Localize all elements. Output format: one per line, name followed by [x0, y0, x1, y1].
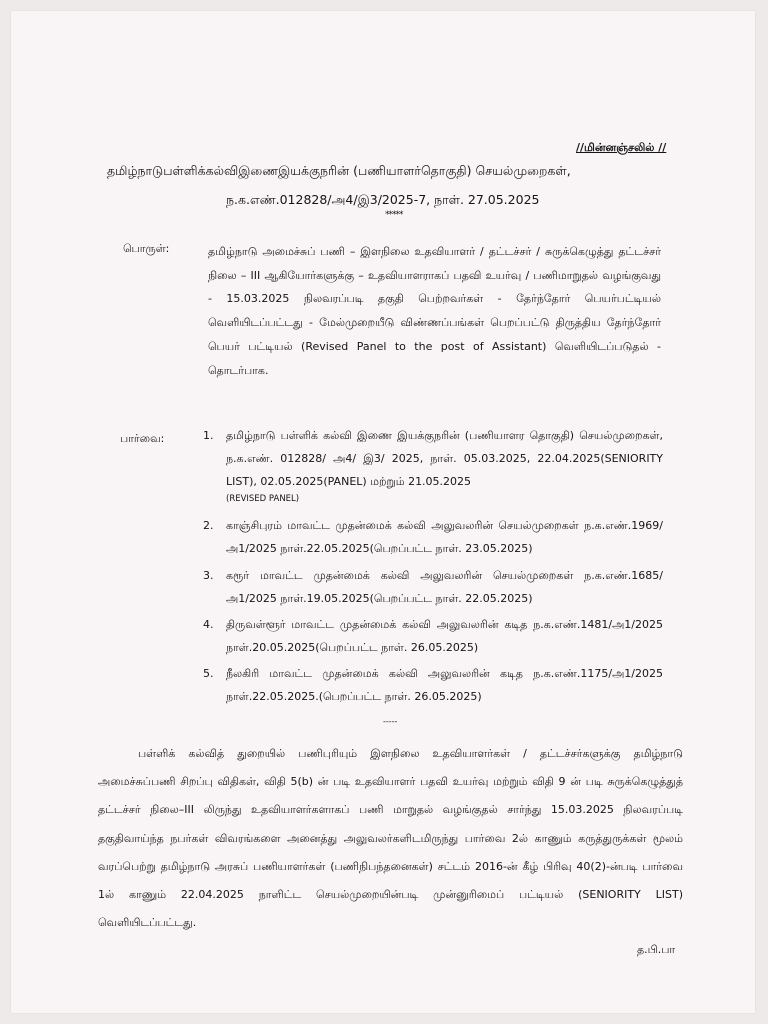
reference-note: (REVISED PANEL) — [226, 494, 300, 504]
issuing-authority-line: தமிழ்நாடுபள்ளிக்கல்விஇணைஇயக்குநரின் (பணியாளர்தொகுதி) செயல்முறைகள், — [107, 163, 571, 178]
reference-item-2 — [203, 514, 663, 560]
body-text: பள்ளிக் கல்வித் துறையில் பணிபுரியும் இளநிலை உதவியாளர்கள் / தட்டச்சர்களுக்கு தமிழ்நாடு அமைச்சுப்பணி சிறப்பு விதிகள், விதி 5(b) ன் படி உதவியாளர் பதவி உயர்வு மற்றும் விதி 9 ன் படி சுருக்கெழுத்துத் தட்டச்சர் நிலை–III லிருந்து உதவியாளர்களாகப் பணி மாறுதல் வழங்குதல் சார்ந்து 15.03.2025 நிலவரப்படி தகுதிவாய்ந்த நபர்கள் விவரங்களை அனைத்து அலுவலர்களிடமிருந்து பார்வை 2ல் காணும் கருத்துருக்கள் மூலம் வரப்பெற்று தமிழ்நாடு அரசுப் பணியாளர்கள் (பணிநிபந்தனைகள்) சட்டம் 2016-ன் கீழ் பிரிவு 40(2)-ன்படி பார்வை 1ல் காணும் 22.04.2025 நாளிட்ட செயல்முறையின்படி முன்னுரிமைப் பட்டியல் (SENIORITY LIST) வெளியிடப்பட்டது. — [98, 747, 683, 930]
subject-text: தமிழ்நாடு அமைச்சுப் பணி – இளநிலை உதவியாளர் / தட்டச்சர் / சுருக்கெழுத்து தட்டச்சர் நிலை – III ஆகியோர்களுக்கு – உதவியாளராகப் பதவி உயர்வு / பணிமாறுதல் வழங்குவது - 15.03.2025 நிலவரப்படி தகுதி பெற்றவர்கள் - தேர்ந்தோர் பெயர்பட்டியல் வெளியிடப்பட்டது - மேல்முறையீடு விண்ணப்பங்கள் பெறப்பட்டு திருத்திய தேர்ந்தோர் பெயர் பட்டியல் (Revised Panel to the post of Assistant) வெளியிடப்படுதல் - தொடர்பாக. — [208, 245, 661, 377]
reference-number: 4. — [203, 618, 214, 631]
reference-number: 2. — [203, 519, 214, 532]
reference-item-5 — [203, 662, 663, 708]
header-separator: ***** — [385, 210, 403, 220]
reference-number-date: ந.க.எண்.012828/அ4/இ3/2025-7, நாள். 27.05.2025 — [226, 192, 540, 207]
reference-number: 3. — [203, 569, 214, 582]
reference-number: 1. — [203, 429, 214, 442]
reference-number: 5. — [203, 667, 214, 680]
reference-item-3 — [203, 564, 663, 610]
reference-item-4 — [203, 613, 663, 659]
document-page — [11, 11, 755, 1013]
reference-text: நீலகிரி மாவட்ட முதன்மைக் கல்வி அலுவலரின் கடித ந.க.எண்.1175/அ1/2025 நாள்.22.05.2025.(பெறப்பட்ட நாள். 26.05.2025) — [226, 667, 663, 703]
delivery-mode-note: //மின்னஞ்சலில் // — [576, 141, 667, 154]
reference-text: தமிழ்நாடு பள்ளிக் கல்வி இணை இயக்குநரின் (பணியாளர தொகுதி) செயல்முறைகள், ந.க.எண். 012828/ அ4/ இ3/ 2025, நாள். 05.03.2025, 22.04.2025(SENIORITY LIST), 02.05.2025(PANEL) மற்றும் 21.05.2025 — [226, 429, 663, 488]
body-paragraph — [98, 740, 683, 937]
section-divider: ----- — [383, 717, 398, 726]
reference-item-1 — [203, 424, 663, 505]
reference-text: திருவள்ளூர் மாவட்ட முதன்மைக் கல்வி அலுவலரின் கடித ந.க.எண்.1481/அ1/2025 நாள்.20.05.2025(பெறப்பட்ட நாள். 26.05.2025) — [226, 618, 663, 654]
reference-text: கரூர் மாவட்ட முதன்மைக் கல்வி அலுவலரின் செயல்முறைகள் ந.க.எண்.1685/அ1/2025 நாள்.19.05.2025(பெறப்பட்ட நாள். 22.05.2025) — [226, 569, 663, 605]
reference-text: காஞ்சிபுரம் மாவட்ட முதன்மைக் கல்வி அலுவலரின் செயல்முறைகள் ந.க.எண்.1969/அ1/2025 நாள்.22.05.2025(பெறப்பட்ட நாள். 23.05.2025) — [226, 519, 663, 555]
subject-label: பொருள்: — [123, 242, 170, 255]
page-turn-note: த.பி.பா — [637, 943, 676, 956]
references-label: பார்வை: — [120, 432, 165, 445]
